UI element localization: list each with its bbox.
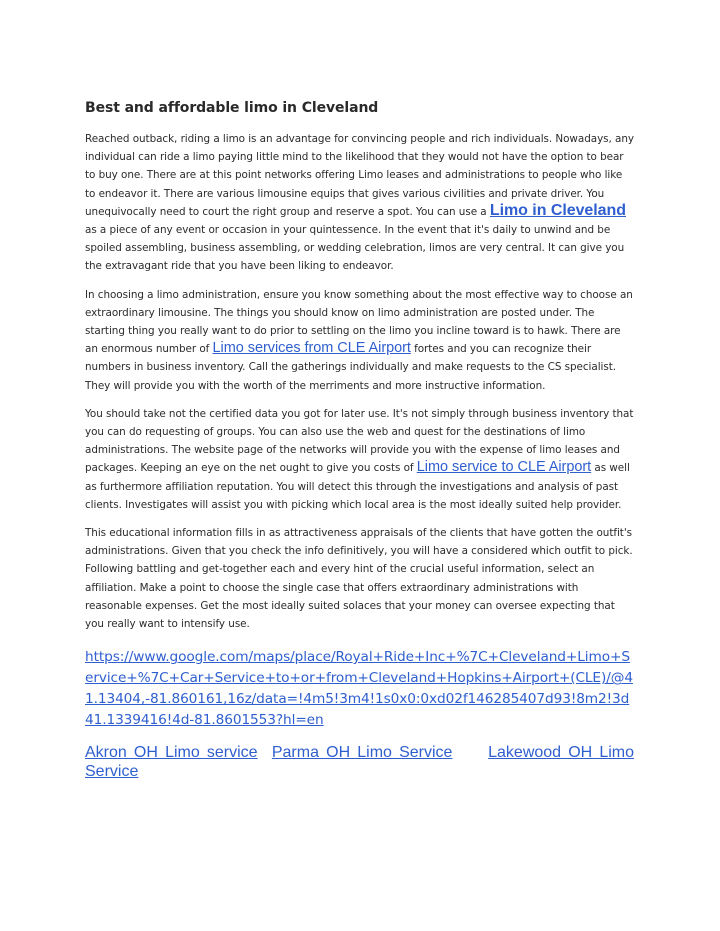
limo-in-cleveland-link[interactable]: Limo in Cleveland xyxy=(489,201,626,219)
limo-services-cle-airport-link[interactable]: Limo services from CLE Airport xyxy=(212,340,411,357)
footer-links xyxy=(85,743,634,781)
paragraph-3 xyxy=(85,405,634,514)
page-title: Best and affordable limo in Cleveland xyxy=(85,100,379,116)
paragraph-4: This educational information fills in as attractiveness appraisals of the clients that have gotten the outfit's administrations. Given that you check the info definitively, you will have a considered which outfit to pick. Following battling and get-together each and every hint of the crucial useful information, select an affiliation. Make a point to choose the single case that offers extraordinary administrations with reasonable expenses. Get the most ideally suited solaces that your money can oversee expecting that you really want to intensify use. xyxy=(85,527,633,631)
paragraph-3-text-b: as well as furthermore affiliation reputation. You will detect this through the investigations and analysis of past clients. Investigates will assist you with picking which local area is the most ideally suited help provider. xyxy=(85,462,630,511)
paragraph-1-text-a: Reached outback, riding a limo is an advantage for convincing people and rich individuals. Nowadays, any individual can ride a limo paying little mind to the likelihood that they would not have the option to bear to buy one. There are at this point networks offering Limo leases and administrations to people who like to endeavor it. There are various limousine equips that gives various civilities and private driver. You unequivocally need to court the right group and reserve a spot. You can use a xyxy=(85,133,634,218)
footer-link-parma[interactable]: Parma OH Limo Service xyxy=(271,744,453,762)
footer-link-akron[interactable]: Akron OH Limo service xyxy=(85,744,258,762)
paragraph-1-text-b: as a piece of any event or occasion in your quintessence. In the event that it's daily to unwind and be spoiled assembling, business assembling, or wedding celebration, limos are very central. It can give you the extravagant ride that you have been liking to endeavor. xyxy=(85,224,625,273)
paragraph-2-text-b: fortes and you can recognize their numbers in business inventory. Call the gatherings individually and make requests to the CS specialist. They will provide you with the worth of the merriments and more instructive information. xyxy=(85,343,617,392)
footer-link-lakewood[interactable]: Lakewood OH Limo Service xyxy=(85,744,635,781)
paragraph-3-text-a: You should take not the certified data you got for later use. It's not simply through business inventory that you can do requesting of groups. You can also use the web and quest for the destinations of limo administrations. The website page of the networks will provide you with the expense of limo leases and packages. Keeping an eye on the net ought to give you costs of xyxy=(85,407,634,475)
paragraph-1 xyxy=(85,130,634,276)
google-maps-url-link[interactable]: https://www.google.com/maps/place/Royal+Ride+Inc+%7C+Cleveland+Limo+Service+%7C+Car+Service+to+or+from+Cleveland+Hopkins+Airport+(CLE)/@41.13404,-81.860161,16z/data=!4m5!3m4!1s0x0:0xd02f146285407d93!8m2!3d41.1339416!4d-81.8601553?hl=en xyxy=(85,649,633,729)
paragraph-2 xyxy=(85,286,634,395)
paragraph-2-text-a: In choosing a limo administration, ensure you know something about the most effective way to choose an extraordinary limousine. The things you should know on limo administration are posted under. The starting thing you really want to do prior to settling on the limo you incline toward is to hawk. There are an enormous number of xyxy=(85,288,633,356)
limo-service-to-cle-airport-link[interactable]: Limo service to CLE Airport xyxy=(416,459,592,476)
